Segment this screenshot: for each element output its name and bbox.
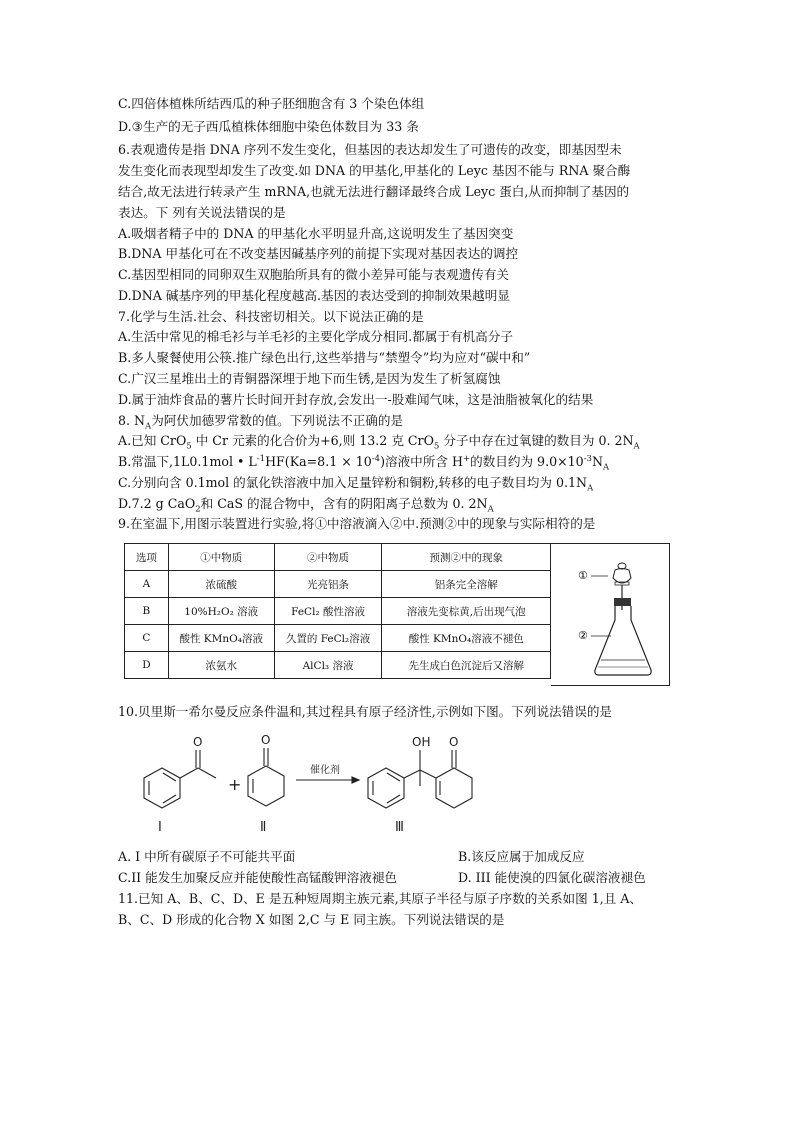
q7-option-d: D.属于油炸食品的薯片长时间开封存放,会发出一-股难闻气味，这是油脂被氧化的结果 xyxy=(118,392,594,407)
q7-option-c: C.广汉三星堆出土的青铜器深埋于地下而生锈,是因为发生了析氢腐蚀 xyxy=(118,371,501,386)
table-row xyxy=(125,571,551,598)
table-header-row xyxy=(125,544,551,571)
q6-option-d: D.DNA 碱基序列的甲基化程度越高.基因的表达受到的抑制效果越明显 xyxy=(118,288,510,303)
q7-option-b: B.多人聚餐使用公筷.推广绿色出行,这些举措与“禁塑令”均为应对“碳中和” xyxy=(118,350,531,365)
q8-option-d: D.7.2 g CaO$_2$和 CaS 的混合物中，含有的阴阳离子总数为 0. $2N_A$ xyxy=(118,496,494,515)
table-cell: 溶液先变棕黄,后出现气泡 xyxy=(382,598,551,625)
ketone-oxygen-II: O xyxy=(261,733,271,747)
table-cell: B xyxy=(125,598,169,625)
q10-option-b: B.该反应属于加成反应 xyxy=(458,849,585,864)
q6-option-c: C.基因型相同的同卵双生双胞胎所具有的微小差异可能与表观遗传有关 xyxy=(118,267,510,282)
label-flask: ② xyxy=(578,629,588,642)
table-cell: D xyxy=(125,652,169,679)
hydroxyl-label: OH xyxy=(412,735,431,749)
q11-stem-line1: 11.已知 A、B、C、D、E 是五种短周期主族元素,其原子半径与原子序数的关系如图 1,且 A、 xyxy=(118,891,643,906)
table-cell: 光亮铝条 xyxy=(274,571,382,598)
flask-funnel-diagram xyxy=(551,544,669,685)
catalyst-label: 催化剂 xyxy=(310,765,340,776)
compound-label-II: Ⅱ xyxy=(260,820,267,835)
reaction-scheme xyxy=(140,728,480,840)
q10-option-a: A. I 中所有碳原子不可能共平面 xyxy=(118,849,296,864)
apparatus-figure xyxy=(551,543,670,686)
table-cell: 10%H₂O₂ 溶液 xyxy=(168,598,274,625)
q6-stem-line2: 发生变化而表现型却发生了改变.如 DNA 的甲基化,甲基化的 Leyc 基因不能与 RNA 聚合酶 xyxy=(118,163,631,178)
q7-stem: 7.化学与生活.社会、科技密切相关。以下说法正确的是 xyxy=(118,309,424,324)
ketone-oxygen-I: O xyxy=(193,735,203,749)
compound-label-III: Ⅲ xyxy=(395,820,404,835)
ketone-oxygen-III: O xyxy=(449,735,459,749)
table-cell: AlCl₃ 溶液 xyxy=(274,652,382,679)
q11-stem-line2: B、C、D 形成的化合物 X 如图 2,C 与 E 同主族。下列说法错误的是 xyxy=(118,912,505,927)
q9-stem: 9.在室温下,用图示装置进行实验,将①中溶液滴入②中.预测②中的现象与实际相符的是 xyxy=(118,516,596,531)
label-funnel: ① xyxy=(578,569,588,582)
q9-experiment-table xyxy=(124,543,551,679)
table-cell: 久置的 FeCl₂溶液 xyxy=(274,625,382,652)
header-prediction: 预测②中的现象 xyxy=(382,544,551,571)
q6-option-a: A.吸烟者精子中的 DNA 的甲基化水平明显升高,这说明发生了基因突变 xyxy=(118,226,514,241)
q5-option-c: C.四倍体植株所结西瓜的种子胚细胞含有 3 个染色体组 xyxy=(118,96,425,111)
q8-option-a: A.已知 CrO$_5$ 中 Cr 元素的化合价为+6,则 13.2 克 CrO$_5$ 分子中存在过氧键的数目为 0. $2N_A$ xyxy=(118,433,640,452)
table-cell: 浓氨水 xyxy=(168,652,274,679)
q6-option-b: B.DNA 甲基化可在不改变基因碱基序列的前提下实现对基因表达的调控 xyxy=(118,246,519,261)
table-cell: 浓硫酸 xyxy=(168,571,274,598)
table-cell: A xyxy=(125,571,169,598)
table-cell: C xyxy=(125,625,169,652)
q10-option-d: D. III 能使溴的四氯化碳溶液褪色 xyxy=(458,870,646,885)
q6-stem-line4: 表达。下 列有关说法错误的是 xyxy=(118,205,286,220)
q8-stem: 8. $N_A$为阿伏加德罗常数的值。下列说法不正确的是 xyxy=(118,413,404,432)
q10-option-c: C.II 能发生加聚反应并能使酸性高锰酸钾溶液褪色 xyxy=(118,870,398,885)
table-row xyxy=(125,652,551,679)
table-cell: 先生成白色沉淀后又溶解 xyxy=(382,652,551,679)
q6-stem-line3: 结合,故无法进行转录产生 mRNA,也就无法进行翻译最终合成 Leyc 蛋白,从而抑制了基因的 xyxy=(118,184,630,199)
table-cell: 酸性 KMnO₄溶液 xyxy=(168,625,274,652)
plus-sign: + xyxy=(228,775,242,794)
header-substance-2: ②中物质 xyxy=(274,544,382,571)
table-row xyxy=(125,625,551,652)
table-cell: FeCl₂ 酸性溶液 xyxy=(274,598,382,625)
header-option: 选项 xyxy=(125,544,169,571)
q8-option-b: B.常温下,1L0.1mol • $L^{-1}HF(Ka=8.1 \times 10^{-4})$溶液中所含 H+的数目约为 $9.0\times 10^{-3}N_A$ xyxy=(118,453,610,473)
q6-stem-line1: 6.表观遗传是指 DNA 序列不发生变化，但基因的表达却发生了可遗传的改变，即基因型未 xyxy=(118,142,622,157)
q8-option-c: C.分别向含 0.1mol 的氯化铁溶液中加入足量锌粉和铜粉,转移的电子数目均为 $0.1N_A$ xyxy=(118,475,594,494)
q5-option-d: D.③生产的无子西瓜植株体细胞中染色体数目为 33 条 xyxy=(118,119,419,134)
table-row xyxy=(125,598,551,625)
table-cell: 铝条完全溶解 xyxy=(382,571,551,598)
table-cell: 酸性 KMnO₄溶液不褪色 xyxy=(382,625,551,652)
q10-stem: 10.贝里斯一希尔曼反应条件温和,其过程具有原子经济性,示例如下图。下列说法错误的是 xyxy=(118,704,613,719)
header-substance-1: ①中物质 xyxy=(168,544,274,571)
q7-option-a: A.生活中常见的棉毛衫与羊毛衫的主要化学成分相同.都属于有机高分子 xyxy=(118,329,513,344)
compound-label-I: Ⅰ xyxy=(158,820,162,835)
